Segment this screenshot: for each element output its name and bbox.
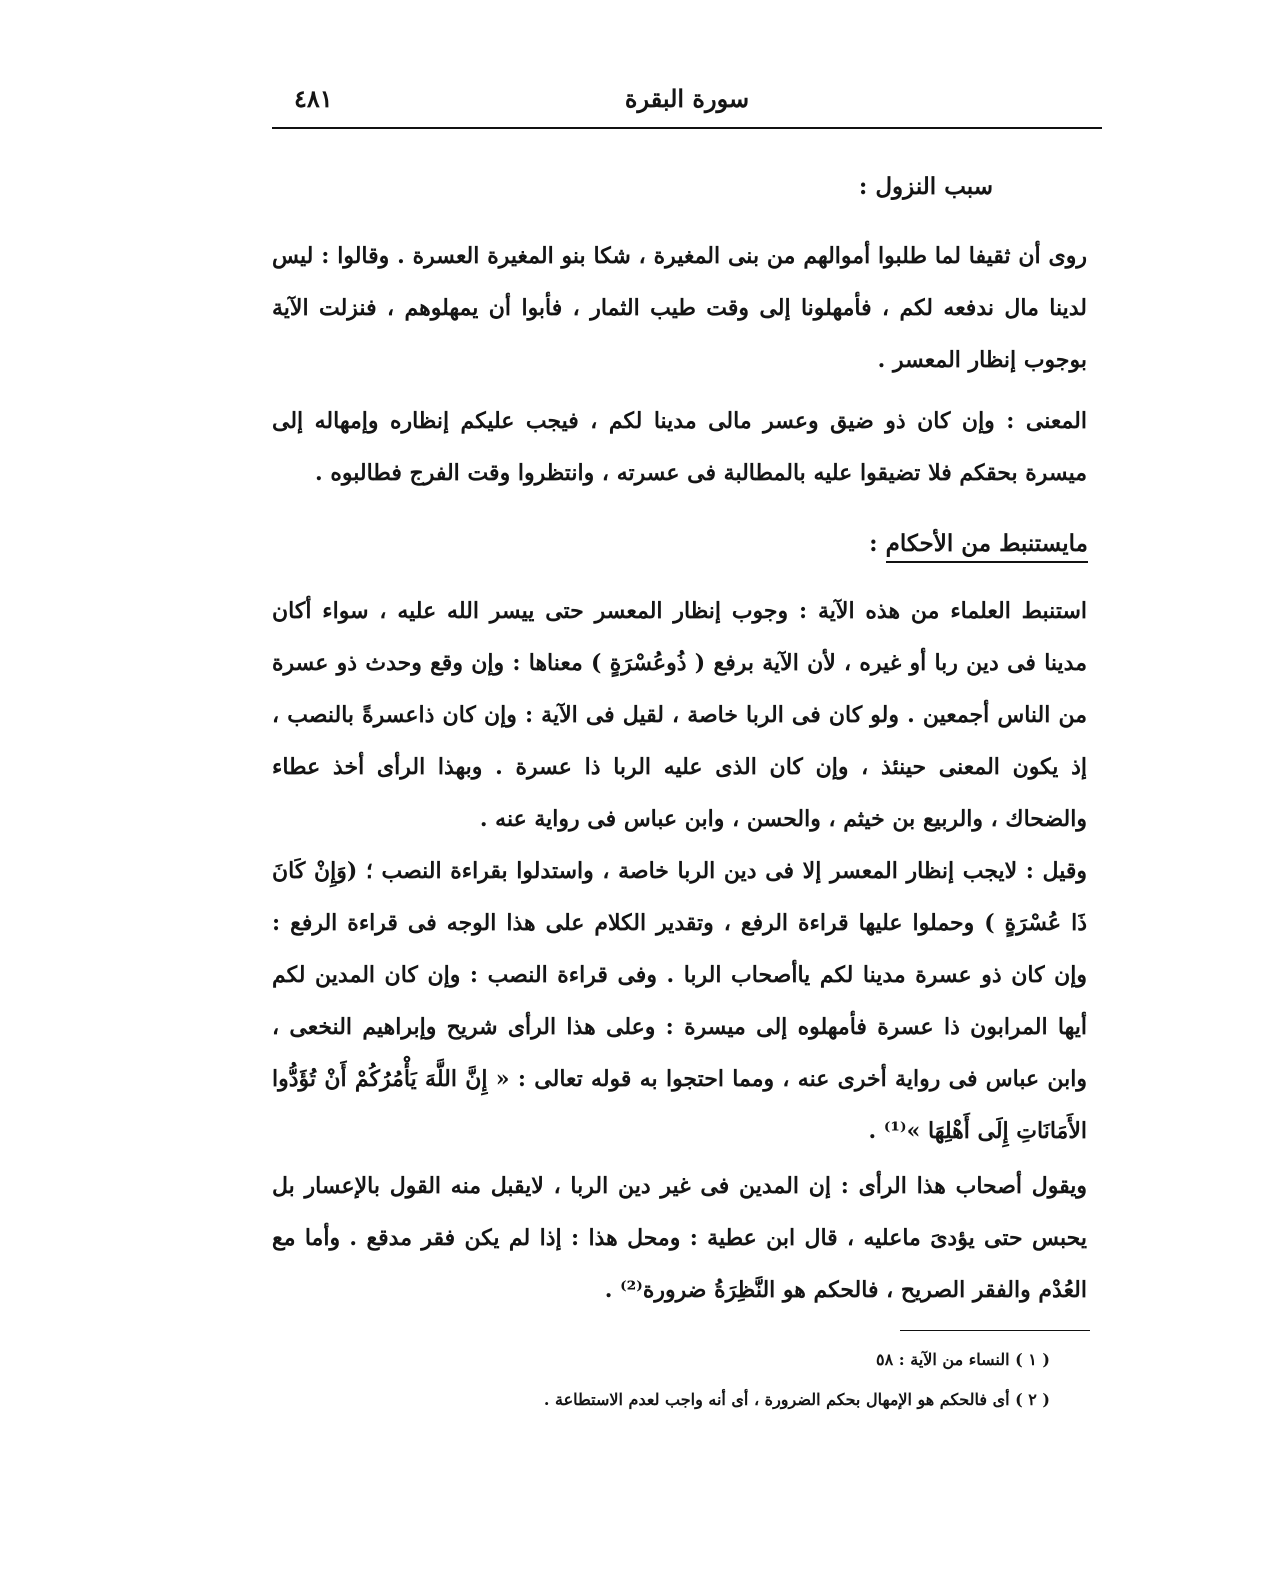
sabab-paragraph: روى أن ثقيفا لما طلبوا أموالهم من بنى المغيرة ، شكا بنو المغيرة العسرة . وقالوا : ليس لدينا مال ندفعه لكم ، فأمهلونا إلى وقت طيب الثمار ، فأبوا أن يمهلوهم ، فنزلت الآية بوجوب إنظار المعسر . [272, 243, 1087, 373]
footnote-rule [900, 1330, 1090, 1331]
page-header [272, 84, 1102, 124]
ahkam-heading-text: مايستنبط من الأحكام [886, 530, 1088, 563]
ahkam-paragraph-1: استنبط العلماء من هذه الآية : وجوب إنظار المعسر حتى ييسر الله عليه ، سواء أكان مدينا فى دين ربا أو غيره ، لأن الآية برفع ( ذُوعُسْرَةٍ ) معناها : وإن وقع وحدث ذو عسرة من الناس أجمعين . ولو كان فى الربا خاصة ، لقيل فى الآية : وإن كان ذاعسرةً بالنصب ، إذ يكون المعنى حينئذ ، وإن كان الذى عليه الربا ذا عسرة . وبهذا الرأى أخذ عطاء والضحاك ، والربيع بن خيثم ، والحسن ، وابن عباس فى رواية عنه . [272, 598, 1087, 832]
sabab-heading: سبب النزول : [858, 173, 993, 200]
ahkam-heading-colon: : [869, 530, 886, 557]
header-rule [272, 127, 1102, 129]
ahkam-paragraph-2: وقيل : لايجب إنظار المعسر إلا فى دين الربا خاصة ، واستدلوا بقراءة النصب ؛ (وَإِنْ كَانَ ذَا عُسْرَةٍ ) وحملوا عليها قراءة الرفع ، وتقدير الكلام على هذا الوجه فى قراءة الرفع : وإن كان ذو عسرة مدينا لكم ياأصحاب الربا . وفى قراءة النصب : وإن كان المدين لكم أيها المرابون ذا عسرة فأمهلوه إلى ميسرة : وعلى هذا الرأى شريح وإبراهيم النخعى ، وابن عباس فى رواية أخرى عنه ، ومما احتجوا به قوله تعالى : « إِنَّ اللَّهَ يَأْمُرُكُمْ أَنْ تُؤَدُّوا الأَمَانَاتِ إِلَى أَهْلِهَا »⁽¹⁾ . [272, 858, 1087, 1144]
ahkam-paragraph-3: ويقول أصحاب هذا الرأى : إن المدين فى غير دين الربا ، لايقبل منه القول بالإعسار بل يحبس حتى يؤدىَ ماعليه ، قال ابن عطية : ومحل هذا : إذا لم يكن فقر مدقع . وأما مع العُدْم والفقر الصريح ، فالحكم هو النَّظِرَةُ ضرورة⁽²⁾ . [272, 1173, 1087, 1303]
footnote-2: ( ٢ ) أى فالحكم هو الإمهال بحكم الضرورة ، أى أنه واجب لعدم الاستطاعة . [543, 1390, 1050, 1409]
running-title: سورة البقرة [624, 84, 750, 113]
footnote-1: ( ١ ) النساء من الآية : ٥٨ [876, 1350, 1050, 1369]
ahkam-heading [869, 530, 1088, 557]
maana-paragraph: المعنى : وإن كان ذو ضيق وعسر مالى مدينا لكم ، فيجب عليكم إنظاره وإمهاله إلى ميسرة بحقكم فلا تضيقوا عليه بالمطالبة فى عسرته ، وانتظروا وقت الفرج فطالبوه . [272, 408, 1087, 486]
page-number: ٤٨١ [294, 84, 333, 113]
